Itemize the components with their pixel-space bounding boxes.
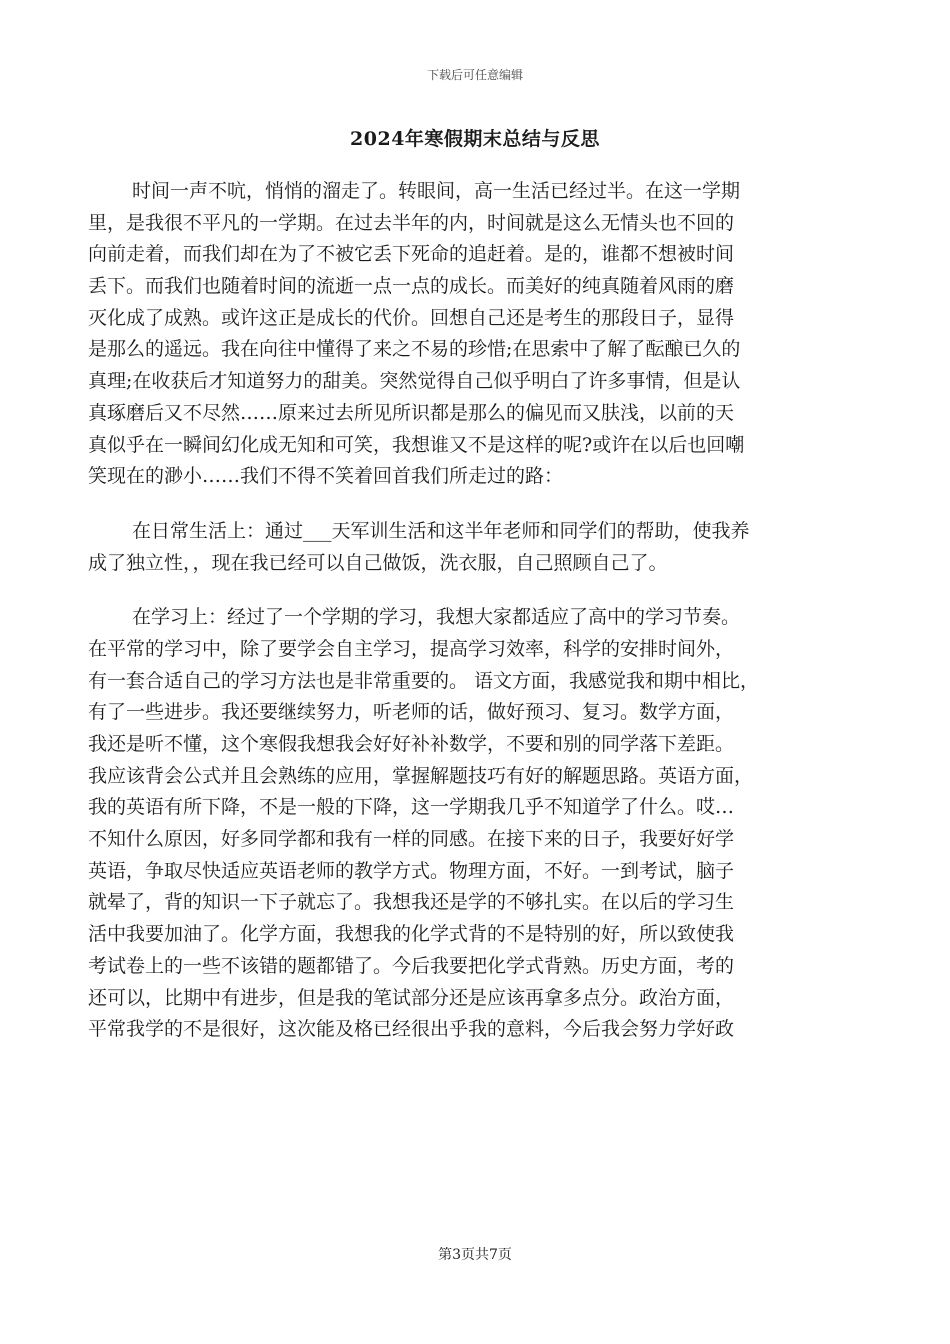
text-line: 丢下。而我们也随着时间的流逝一点一点的成长。而美好的纯真随着风雨的磨: [88, 275, 735, 298]
text-line: 在平常的学习中，除了要学会自主学习，提高学习效率，科学的安排时间外，: [88, 637, 735, 660]
text-line: 我的英语有所下降，不是一般的下降，这一学期我几乎不知道学了什么。哎…: [88, 796, 735, 819]
text-line: 有了一些进步。我还要继续努力，听老师的话，做好预习、复习。数学方面，: [88, 701, 735, 724]
text-line: 英语，争取尽快适应英语老师的教学方式。物理方面，不好。一到考试，脑子: [88, 859, 735, 882]
text-line: 时间一声不吭，悄悄的溜走了。转眼间，高一生活已经过半。在这一学期: [132, 180, 741, 202]
paragraph-spacer: [88, 579, 878, 602]
text-line: 在学习上：经过了一个学期的学习，我想大家都适应了高中的学习节奏。: [132, 606, 741, 629]
text-line: 真理;在收获后才知道努力的甜美。突然觉得自己似乎明白了许多事情，但是认: [88, 370, 741, 393]
document-body: [88, 176, 878, 1046]
text-line: 在日常生活上：通过___天军训生活和这半年老师和同学们的帮助，使我养: [132, 519, 750, 542]
paragraph-spacer: [88, 493, 878, 516]
document-title: 2024年寒假期末总结与反思: [350, 128, 600, 150]
text-line: 有一套合适自己的学习方法也是非常重要的。 语文方面，我感觉我和期中相比，: [88, 669, 760, 692]
text-line: 成了独立性，，现在我已经可以自己做饭，洗衣服，自己照顾自己了。: [88, 551, 668, 574]
text-line: 灭化成了成熟。或许这正是成长的代价。回想自己还是考生的那段日子，显得: [88, 306, 735, 329]
text-line: 是那么的遥远。我在向往中懂得了来之不易的珍惜;在思索中了解了酝酿已久的: [88, 338, 741, 361]
header-note: 下载后可任意编辑: [426, 68, 523, 82]
text-line: 笑现在的渺小……我们不得不笑着回首我们所走过的路：: [88, 465, 564, 488]
text-line: 我还是听不懂，这个寒假我想我会好好补补数学，不要和别的同学落下差距。: [88, 733, 735, 755]
page-number-footer: 第3页共7页: [438, 1247, 512, 1263]
paragraph-3: [88, 602, 878, 1046]
text-line: 还可以，比期中有进步，但是我的笔试部分还是应该再拿多点分。政治方面，: [88, 986, 735, 1009]
text-line: 真琢磨后又不尽然……原来过去所见所识都是那么的偏见而又肤浅，以前的天: [88, 401, 735, 424]
text-line: 活中我要加油了。化学方面，我想我的化学式背的不是特别的好，所以致使我: [88, 923, 735, 946]
text-line: 就晕了，背的知识一下子就忘了。我想我还是学的不够扎实。在以后的学习生: [88, 891, 735, 914]
text-line: 不知什么原因，好多同学都和我有一样的同感。在接下来的日子，我要好好学: [88, 828, 735, 851]
text-line: 真似乎在一瞬间幻化成无知和可笑，我想谁又不是这样的呢?或许在以后也回嘲: [88, 433, 745, 456]
text-line: 向前走着，而我们却在为了不被它丢下死命的追赶着。是的，谁都不想被时间: [88, 243, 735, 266]
text-line: 平常我学的不是很好，这次能及格已经很出乎我的意料，今后我会努力学好政: [88, 1018, 735, 1041]
text-line: 里，是我很不平凡的一学期。在过去半年的内，时间就是这么无情头也不回的: [88, 211, 735, 234]
paragraph-2: [88, 516, 878, 579]
text-line: 考试卷上的一些不该错的题都错了。今后我要把化学式背熟。历史方面，考的: [88, 954, 735, 977]
paragraph-1: [88, 176, 878, 493]
text-line: 我应该背会公式并且会熟练的应用，掌握解题技巧有好的解题思路。英语方面，: [88, 764, 754, 787]
